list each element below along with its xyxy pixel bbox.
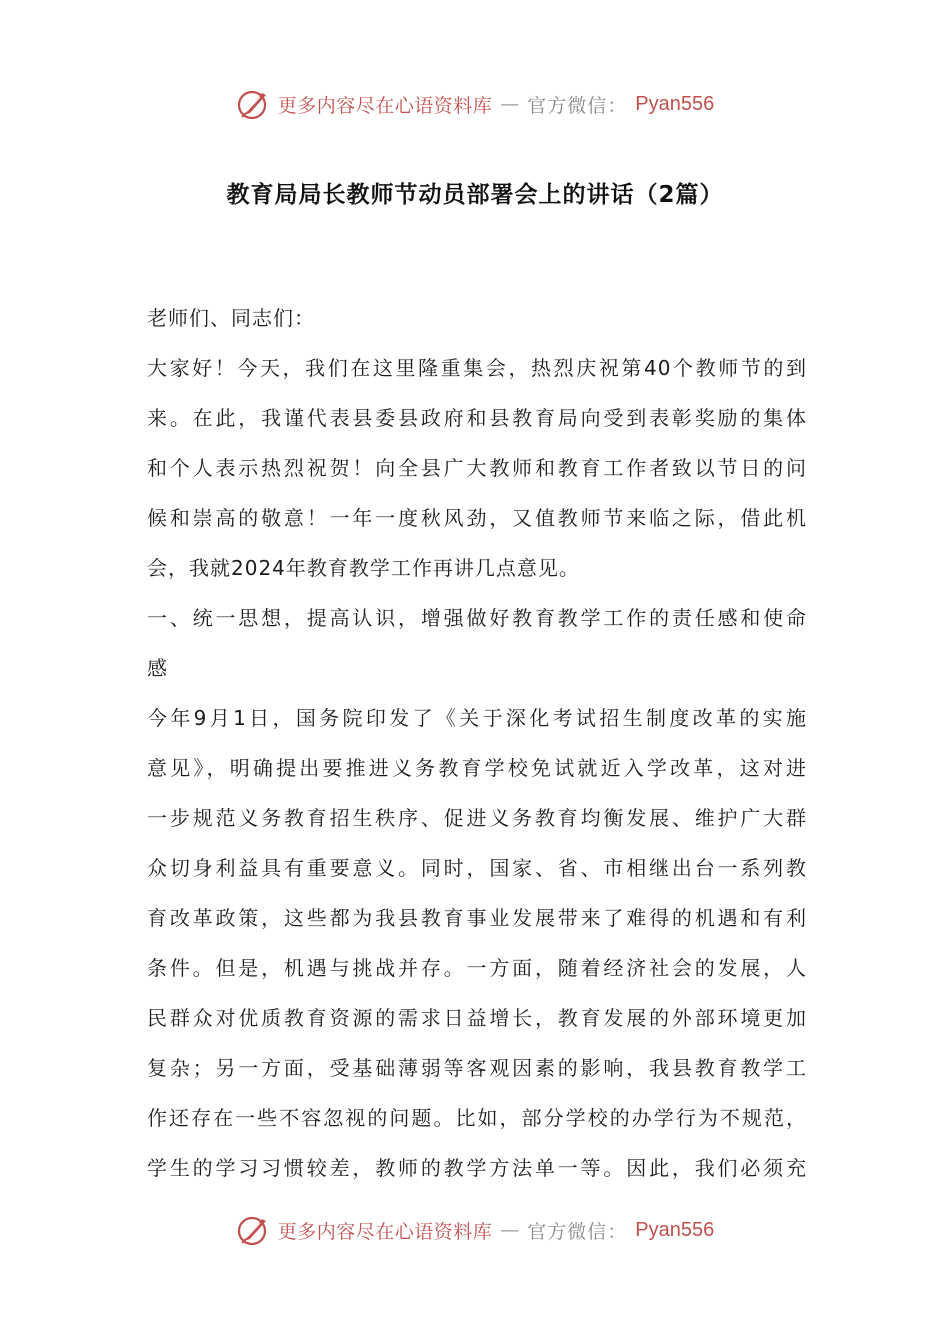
header-watermark: [0, 84, 950, 124]
body-line: 意见》，明确提出要推进义务教育学校免试就近入学改革，这对进: [147, 756, 807, 780]
body-line: 大家好！今天，我们在这里隆重集会，热烈庆祝第40个教师节的到: [147, 356, 807, 380]
feather-pen-icon: [236, 87, 270, 121]
watermark-separator: —: [500, 93, 520, 115]
body-line: 会，我就2024年教育教学工作再讲几点意见。: [147, 556, 580, 580]
watermark-wechat-id: Pyan556: [635, 92, 715, 115]
body-line: 民群众对优质教育资源的需求日益增长，教育发展的外部环境更加: [147, 1006, 807, 1030]
body-line: 众切身利益具有重要意义。同时，国家、省、市相继出台一系列教: [147, 856, 807, 880]
body-line: 作还存在一些不容忽视的问题。比如，部分学校的办学行为不规范，: [147, 1106, 807, 1130]
watermark-wechat-id: Pyan556: [635, 1218, 715, 1241]
watermark-wechat-label: 官方微信：: [527, 94, 628, 117]
body-line: 今年9月1日，国务院印发了《关于深化考试招生制度改革的实施: [147, 706, 807, 730]
section-heading-line: 一、统一思想，提高认识，增强做好教育教学工作的责任感和使命: [147, 606, 807, 630]
section-heading-line: 感: [147, 656, 168, 680]
body-line: 复杂；另一方面，受基础薄弱等客观因素的影响，我县教育教学工: [147, 1056, 807, 1080]
watermark-brand-text: 更多内容尽在心语资料库: [277, 94, 493, 117]
salutation-line: 老师们、同志们：: [147, 306, 315, 330]
body-line: 学生的学习习惯较差，教师的教学方法单一等。因此，我们必须充: [147, 1156, 807, 1180]
watermark-separator: —: [500, 1219, 520, 1241]
body-line: 来。在此，我谨代表县委县政府和县教育局向受到表彰奖励的集体: [147, 406, 807, 430]
watermark-brand-text: 更多内容尽在心语资料库: [277, 1220, 493, 1243]
body-line: 育改革政策，这些都为我县教育事业发展带来了难得的机遇和有利: [147, 906, 807, 930]
feather-pen-icon: [236, 1213, 270, 1247]
watermark-wechat-label: 官方微信：: [527, 1220, 628, 1243]
document-title: 教育局局长教师节动员部署会上的讲话（2篇）: [226, 182, 724, 208]
document-body: [147, 298, 807, 1198]
footer-watermark: [0, 1210, 950, 1250]
body-line: 候和崇高的敬意！一年一度秋风劲，又值教师节来临之际，借此机: [147, 506, 807, 530]
body-line: 条件。但是，机遇与挑战并存。一方面，随着经济社会的发展，人: [147, 956, 807, 980]
body-line: 和个人表示热烈祝贺！向全县广大教师和教育工作者致以节日的问: [147, 456, 807, 480]
body-line: 一步规范义务教育招生秩序、促进义务教育均衡发展、维护广大群: [147, 806, 807, 830]
